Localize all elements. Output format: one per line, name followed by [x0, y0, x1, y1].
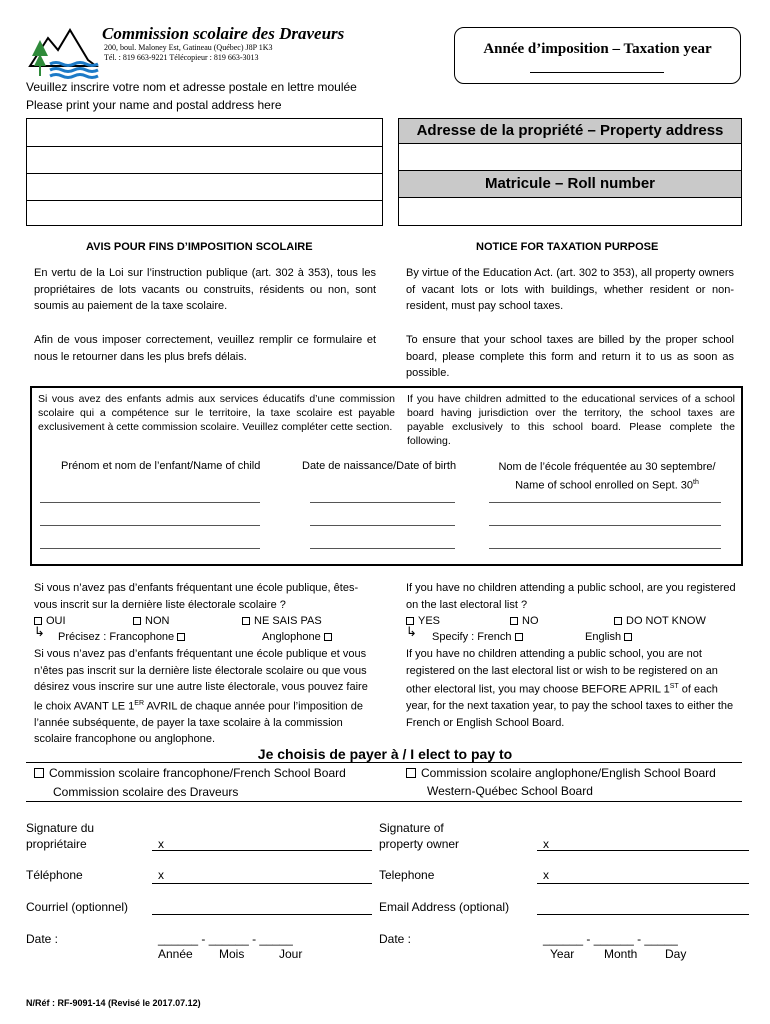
date-en-day-label: Day — [665, 947, 687, 961]
french-board-checkbox[interactable] — [34, 768, 44, 778]
roll-number-field[interactable] — [398, 197, 742, 226]
signature-en-label — [379, 820, 459, 852]
ne-sais-pas-label: NE SAIS PAS — [254, 615, 322, 627]
tax-year-label: Année d’imposition – Taxation year — [483, 41, 712, 57]
electoral-en-line-3-sup: ST — [669, 683, 679, 690]
date-en-month-label: Month — [604, 947, 638, 961]
anglophone-label: Anglophone — [262, 631, 321, 643]
francophone-checkbox[interactable] — [177, 633, 185, 641]
specify-fr[interactable] — [58, 629, 189, 646]
ne-sais-pas-checkbox[interactable] — [242, 617, 250, 625]
email-en-label: Email Address (optional) — [379, 900, 510, 914]
english-board-checkbox[interactable] — [406, 768, 416, 778]
electoral-en-line-2: registered on the last electoral list or wish to be registered on an — [406, 664, 718, 677]
option-do-not-know[interactable] — [614, 613, 706, 630]
electoral-en-line-3a: other electoral list, you may choose BEFORE APRIL 1 — [406, 683, 670, 696]
electoral-fr-paragraph — [34, 646, 376, 748]
french-board-label: Commission scolaire francophone/French School Board — [49, 766, 346, 780]
email-fr-field[interactable] — [152, 914, 372, 915]
english-option[interactable] — [585, 629, 636, 646]
child-1-dob-field[interactable] — [310, 502, 455, 503]
french-checkbox[interactable] — [515, 633, 523, 641]
col-school-name-line-2 — [472, 475, 742, 494]
electoral-fr-line-4b: AVRIL de chaque année pour l’imposition de — [144, 700, 363, 713]
french-board-name: Commission scolaire des Draveurs — [53, 785, 239, 799]
col-date-of-birth: Date de naissance/Date of birth — [302, 460, 457, 472]
child-1-name-field[interactable] — [40, 502, 260, 503]
no-label: NO — [522, 615, 539, 627]
notice-en-paragraph-1: By virtue of the Education Act. (art. 302 to 353), all property owners of vacant lots or lots with buildings, whether resident or non-resident, must pay school taxes. — [406, 267, 734, 312]
roll-number-header: Matricule – Roll number — [398, 170, 742, 198]
date-en-field[interactable]: ______ - ______ - _____ — [543, 932, 678, 946]
electoral-fr-line-4a: le choix AVANT LE 1 — [34, 700, 135, 713]
notice-en-paragraph-2: To ensure that your school taxes are billed by the proper school board, please complete this form and return it to us as soon as possible. — [406, 334, 734, 379]
do-not-know-checkbox[interactable] — [614, 617, 622, 625]
phone-fr-x: x — [158, 868, 164, 882]
tax-year-field[interactable] — [530, 72, 664, 73]
date-fr-year-label: Année — [158, 947, 193, 961]
notice-title-fr: AVIS POUR FINS D’IMPOSITION SCOLAIRE — [86, 241, 313, 253]
date-fr-field[interactable]: ______ - ______ - _____ — [158, 932, 293, 946]
electoral-fr-line-1: Si vous n’avez pas d’enfants fréquentant une école publique et vous — [34, 648, 367, 660]
signature-fr-label — [26, 820, 94, 852]
specify-fr-label: Précisez : Francophone — [58, 631, 175, 643]
col-school-name-line-1: Nom de l’école fréquentée au 30 septembre/ — [498, 461, 716, 473]
anglophone-option[interactable] — [262, 629, 336, 646]
anglophone-checkbox[interactable] — [324, 633, 332, 641]
electoral-fr-line-3: désirez vous inscrire sur une autre liste électorale, vous pouvez faire — [34, 681, 368, 693]
electoral-en-q-line-1: If you have no children attending a public school, are you registered — [406, 582, 736, 594]
english-label: English — [585, 631, 622, 643]
date-fr-month-label: Mois — [219, 947, 245, 961]
signature-en-label-1: Signature of — [379, 821, 444, 835]
arrow-fr-icon: ↳ — [34, 624, 45, 639]
non-label: NON — [145, 615, 170, 627]
electoral-fr-line-6: scolaire francophone ou anglophone. — [34, 733, 216, 746]
tax-year-box — [454, 27, 741, 84]
child-3-school-field[interactable] — [489, 548, 721, 549]
col-school-name-line-2-text: Name of school enrolled on Sept. 30 — [515, 479, 694, 492]
footer-reference: N/Réf : RF-9091-14 (Revisé le 2017.07.12) — [26, 998, 201, 1008]
specify-en[interactable] — [432, 629, 527, 646]
org-name: Commission scolaire des Draveurs — [102, 24, 345, 43]
org-address: 200, boul. Maloney Est, Gatineau (Québec) J8P 1K3 — [104, 43, 273, 52]
child-2-name-field[interactable] — [40, 525, 260, 526]
electoral-fr-q-line-2: vous inscrit sur la dernière liste électorale scolaire ? — [34, 599, 286, 611]
child-1-school-field[interactable] — [489, 502, 721, 503]
electoral-en-q-line-2: on the last electoral list ? — [406, 599, 528, 611]
electoral-en-line-1: If you have no children attending a public school, you are not — [406, 648, 702, 660]
electoral-fr-line-4 — [34, 696, 376, 715]
english-board-name: Western-Québec School Board — [427, 784, 593, 798]
name-address-line-2[interactable] — [27, 146, 382, 174]
option-no[interactable] — [510, 613, 539, 630]
notice-title-en: NOTICE FOR TAXATION PURPOSE — [476, 241, 659, 253]
org-phone-fax: Tél. : 819 663-9221 Télécopieur : 819 663-3013 — [104, 53, 259, 62]
name-address-box — [26, 118, 383, 226]
specify-en-label: Specify : French — [432, 631, 512, 643]
electoral-fr-q-line-1: Si vous n’avez pas d’enfants fréquentant une école publique, êtes- — [34, 582, 359, 594]
electoral-en-line-4: year, for the next taxation year, to pay the school taxes to either the — [406, 700, 734, 713]
instruction-fr: Veuillez inscrire votre nom et adresse postale en lettre moulée — [26, 80, 357, 94]
oui-label: OUI — [46, 615, 66, 627]
phone-fr-field[interactable] — [152, 883, 372, 884]
english-board-option[interactable] — [406, 766, 716, 780]
signature-en-label-2: property owner — [379, 837, 460, 851]
children-en-text: If you have children admitted to the educational services of a school board having jurisdiction over the territory, the school taxes are payable exclusively to this school board. Please complete the following. — [407, 393, 735, 447]
french-board-option[interactable] — [34, 766, 346, 780]
electoral-fr-line-5: l’année subséquente, de payer la taxe scolaire à la commission — [34, 716, 343, 729]
name-address-line-3[interactable] — [27, 173, 382, 201]
phone-en-x: x — [543, 868, 549, 882]
option-ne-sais-pas[interactable] — [242, 613, 322, 630]
electoral-fr-line-4-sup: ER — [134, 699, 145, 707]
property-address-field[interactable] — [398, 143, 742, 171]
no-checkbox[interactable] — [510, 617, 518, 625]
children-fr-text: Si vous avez des enfants admis aux services éducatifs d’une commission scolaire qui a compétence sur le territoire, la taxe scolaire est payable exclusivement à cette commission scolaire. Veuillez compléter cette section. — [38, 393, 395, 433]
name-address-line-4[interactable] — [27, 200, 382, 226]
yes-label: YES — [418, 615, 441, 627]
date-fr-label: Date : — [26, 932, 59, 946]
signature-fr-field[interactable] — [152, 850, 372, 851]
col-school-name — [472, 460, 742, 494]
signature-fr-label-1: Signature du — [26, 821, 95, 835]
electoral-en-line-3 — [406, 679, 734, 698]
child-2-dob-field[interactable] — [310, 525, 455, 526]
signature-en-field[interactable] — [537, 850, 749, 851]
phone-en-label: Telephone — [379, 868, 435, 882]
school-board-logo — [26, 22, 104, 80]
property-address-header: Adresse de la propriété – Property address — [398, 118, 742, 144]
electoral-fr-line-2: n’êtes pas inscrit sur la dernière liste électorale scolaire ou que vous — [34, 664, 367, 677]
option-non[interactable] — [133, 613, 169, 630]
notice-fr-paragraph-1: En vertu de la Loi sur l’instruction publique (art. 302 à 353), tous les propriétaires de lots vacants ou construits, résidents ou non, sont soumis au paiement de la taxe scolaire. — [34, 267, 376, 312]
signature-en-x: x — [543, 837, 549, 851]
electoral-en-line-5: French or English School Board. — [406, 716, 565, 729]
phone-en-field[interactable] — [537, 883, 749, 884]
english-board-label: Commission scolaire anglophone/English School Board — [421, 766, 716, 780]
non-checkbox[interactable] — [133, 617, 141, 625]
name-address-line-1[interactable] — [27, 119, 382, 147]
phone-fr-label: Téléphone — [26, 868, 83, 882]
col-school-name-sup: th — [693, 479, 699, 486]
instruction-en: Please print your name and postal address here — [26, 98, 282, 112]
child-3-dob-field[interactable] — [310, 548, 455, 549]
electoral-en-line-3b: of each — [678, 683, 718, 696]
signature-fr-label-2: propriétaire — [26, 837, 87, 851]
arrow-en-icon: ↳ — [406, 624, 417, 639]
do-not-know-label: DO NOT KNOW — [626, 615, 706, 627]
choice-title: Je choisis de payer à / I elect to pay to — [257, 746, 513, 762]
notice-fr-paragraph-2: Afin de vous imposer correctement, veuillez remplir ce formulaire et nous le retourner dans les plus brefs délais. — [34, 334, 376, 363]
children-section — [30, 386, 743, 566]
date-en-year-label: Year — [550, 947, 575, 961]
signature-fr-x: x — [158, 837, 164, 851]
email-fr-label: Courriel (optionnel) — [26, 900, 129, 914]
english-checkbox[interactable] — [624, 633, 632, 641]
child-3-name-field[interactable] — [40, 548, 260, 549]
electoral-en-paragraph — [406, 646, 734, 731]
col-child-name: Prénom et nom de l’enfant/Name of child — [61, 460, 261, 472]
date-fr-day-label: Jour — [279, 947, 303, 961]
email-en-field[interactable] — [537, 914, 749, 915]
child-2-school-field[interactable] — [489, 525, 721, 526]
date-en-label: Date : — [379, 932, 412, 946]
